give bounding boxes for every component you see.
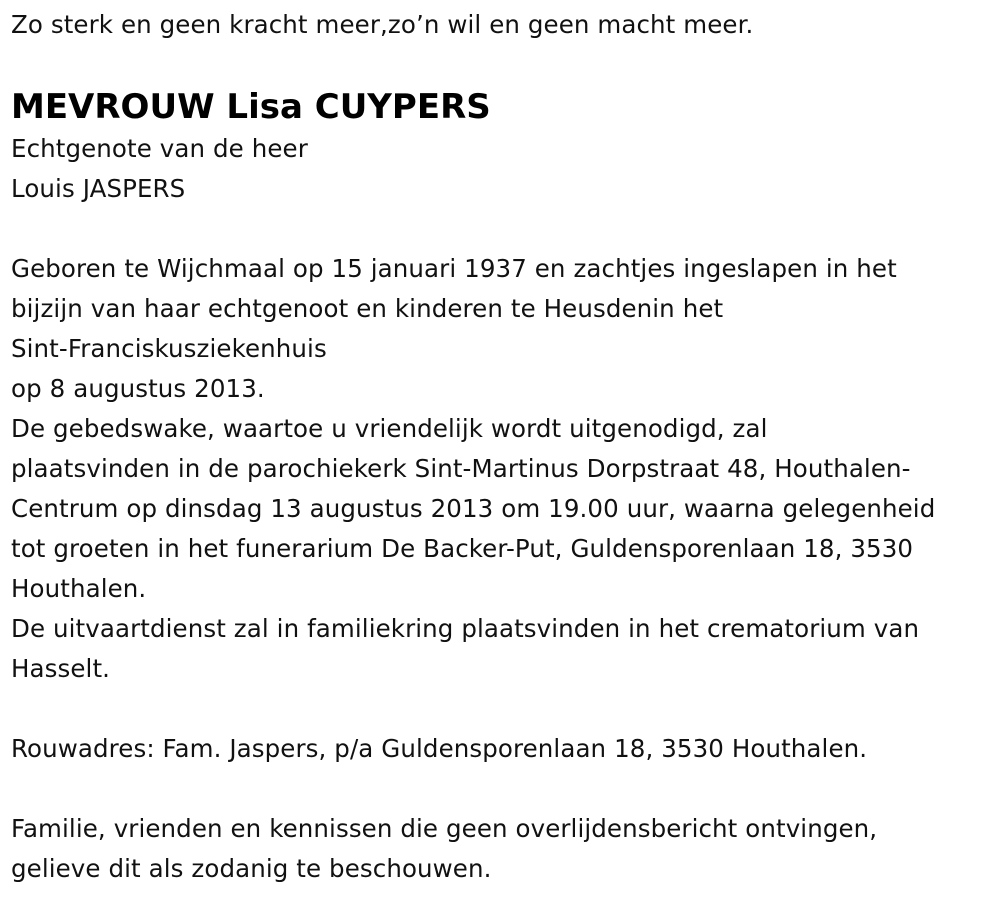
spouse-line-1: Echtgenote van de heer xyxy=(11,134,308,163)
deceased-name: MEVROUW Lisa CUYPERS xyxy=(11,87,491,127)
body-line: op 8 augustus 2013. xyxy=(11,374,265,403)
body-line: Geboren te Wijchmaal op 15 januari 1937 en zachtjes ingeslapen in het xyxy=(11,254,897,283)
address-line: Rouwadres: Fam. Jaspers, p/a Guldensporenlaan 18, 3530 Houthalen. xyxy=(11,734,868,763)
spacer xyxy=(11,769,996,809)
spouse-line-2: Louis JASPERS xyxy=(11,174,186,203)
obituary-notice xyxy=(11,0,996,889)
body-line: tot groeten in het funerarium De Backer-Put, Guldensporenlaan 18, 3530 xyxy=(11,534,914,563)
spacer xyxy=(11,689,996,729)
closing-line-1: Familie, vrienden en kennissen die geen overlijdensbericht ontvingen, xyxy=(11,814,878,843)
body-line: plaatsvinden in de parochiekerk Sint-Martinus Dorpstraat 48, Houthalen- xyxy=(11,454,911,483)
body-line: Sint-Franciskusziekenhuis xyxy=(11,334,327,363)
body-line: De uitvaartdienst zal in familiekring plaatsvinden in het crematorium van xyxy=(11,614,920,643)
body-line: Houthalen. xyxy=(11,574,147,603)
spacer xyxy=(11,209,996,249)
body-line: Centrum op dinsdag 13 augustus 2013 om 19.00 uur, waarna gelegenheid xyxy=(11,494,936,523)
body-line: Hasselt. xyxy=(11,654,111,683)
body-line: De gebedswake, waartoe u vriendelijk wordt uitgenodigd, zal xyxy=(11,414,768,443)
motto-line: Zo sterk en geen kracht meer,zo’n wil en geen macht meer. xyxy=(11,10,754,39)
closing-line-2: gelieve dit als zodanig te beschouwen. xyxy=(11,854,492,883)
body-line: bijzijn van haar echtgenoot en kinderen te Heusdenin het xyxy=(11,294,724,323)
